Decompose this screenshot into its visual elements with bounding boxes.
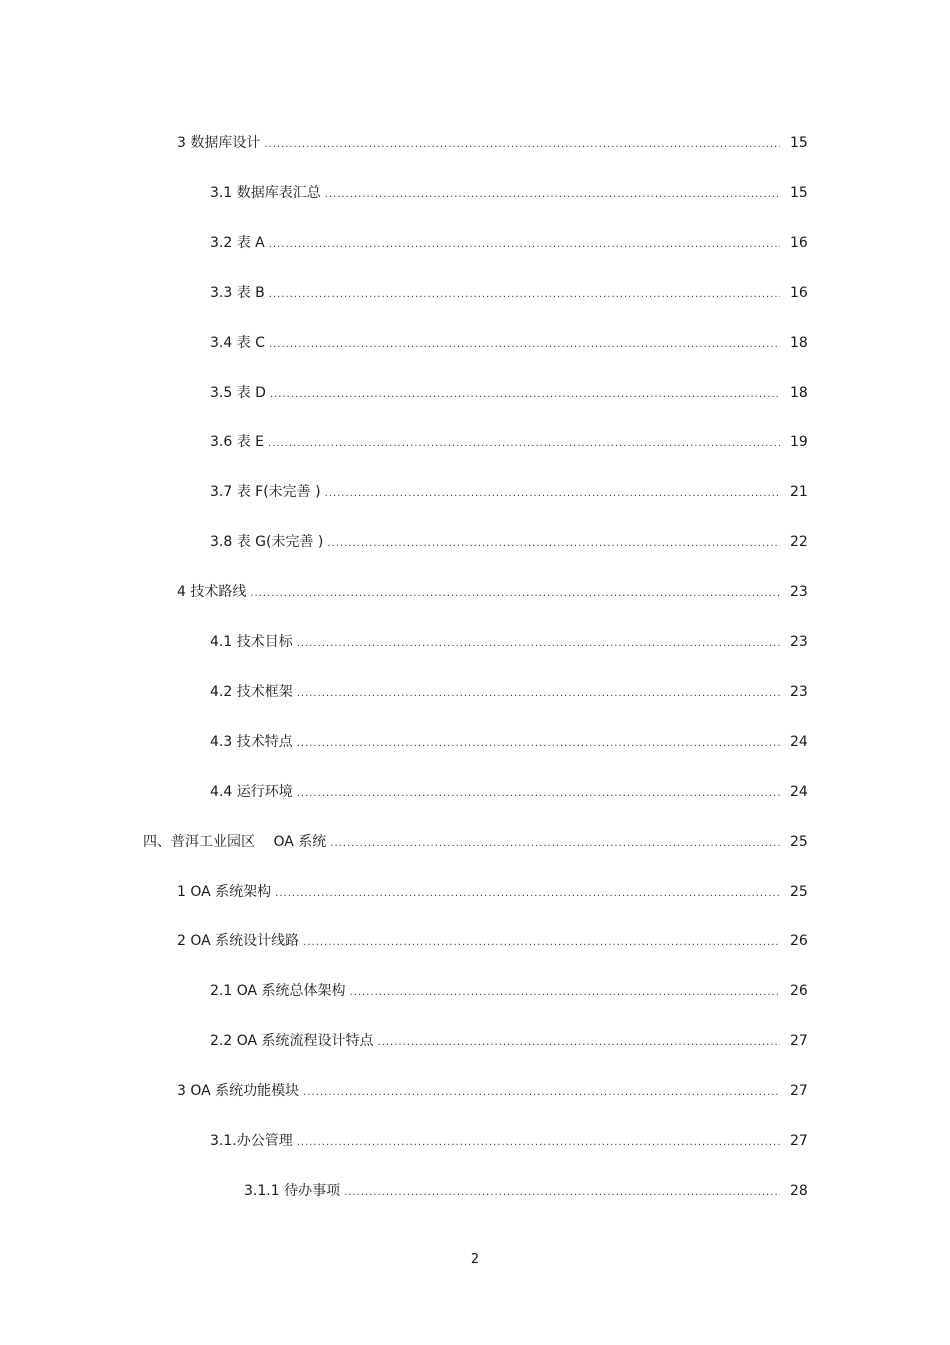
toc-entry-label: 3.1.1 待办事项: [244, 1183, 341, 1199]
toc-entry[interactable]: [177, 133, 808, 153]
toc-entry-label: 3.5 表 D: [210, 385, 266, 401]
toc-entry-page: 18: [790, 335, 808, 351]
toc-entry-label: 3.3 表 B: [210, 285, 265, 301]
toc-entry-label: 4.1 技术目标: [210, 634, 293, 650]
toc-dot-leader: [275, 884, 780, 904]
toc-entry-page: 25: [790, 834, 808, 850]
toc-entry[interactable]: [177, 1081, 808, 1101]
toc-entry-page: 27: [790, 1133, 808, 1149]
toc-entry-label: 2.2 OA 系统流程设计特点: [210, 1033, 374, 1049]
toc-entry-page: 21: [790, 484, 808, 500]
page-number: 2: [470, 1252, 480, 1267]
toc-entry-page: 23: [790, 584, 808, 600]
toc-entry[interactable]: [210, 981, 808, 1001]
toc-entry[interactable]: [210, 732, 808, 752]
toc-entry-page: 28: [790, 1183, 808, 1199]
toc-entry-label: 1 OA 系统架构: [177, 884, 272, 900]
toc-entry[interactable]: [177, 882, 808, 902]
toc-dot-leader: [297, 1133, 780, 1153]
toc-entry-label: 3.1 数据库表汇总: [210, 185, 321, 201]
toc-entry[interactable]: [210, 532, 808, 552]
toc-entry-label: 4 技术路线: [177, 584, 247, 600]
toc-entry-label: 4.3 技术特点: [210, 734, 293, 750]
toc-entry-label: 4.2 技术框架: [210, 684, 293, 700]
toc-entry-page: 23: [790, 634, 808, 650]
toc-dot-leader: [350, 983, 780, 1003]
toc-entry[interactable]: [210, 1031, 808, 1051]
toc-entry[interactable]: [210, 1131, 808, 1151]
toc-dot-leader: [344, 1183, 780, 1203]
toc-entry-page: 24: [790, 784, 808, 800]
toc-dot-leader: [325, 185, 780, 205]
toc-entry[interactable]: [210, 632, 808, 652]
toc-entry[interactable]: [210, 782, 808, 802]
toc-dot-leader: [303, 1083, 780, 1103]
toc-dot-leader: [268, 434, 780, 454]
toc-entry-page: 27: [790, 1033, 808, 1049]
toc-entry-label: 四、普洱工业园区 OA 系统: [143, 834, 327, 850]
toc-entry[interactable]: [210, 183, 808, 203]
toc-dot-leader: [297, 684, 780, 704]
toc-dot-leader: [330, 834, 780, 854]
toc-entry[interactable]: [210, 482, 808, 502]
toc-dot-leader: [264, 135, 780, 155]
toc-dot-leader: [269, 335, 780, 355]
toc-dot-leader: [250, 584, 780, 604]
toc-entry-page: 24: [790, 734, 808, 750]
toc-dot-leader: [297, 784, 780, 804]
toc-entry-label: 3.7 表 F(未完善 ): [210, 484, 321, 500]
toc-entry-label: 3.4 表 C: [210, 335, 265, 351]
toc-entry[interactable]: [210, 233, 808, 253]
toc-dot-leader: [269, 235, 780, 255]
toc-entry[interactable]: [210, 333, 808, 353]
toc-dot-leader: [297, 634, 780, 654]
toc-entry[interactable]: [177, 582, 808, 602]
toc-dot-leader: [270, 385, 780, 405]
toc-entry[interactable]: [177, 931, 808, 951]
toc-entry-label: 2.1 OA 系统总体架构: [210, 983, 346, 999]
toc-dot-leader: [327, 534, 780, 554]
toc-dot-leader: [297, 734, 780, 754]
toc-dot-leader: [378, 1033, 780, 1053]
toc-entry-label: 3.6 表 E: [210, 434, 265, 450]
toc-dot-leader: [269, 285, 780, 305]
toc-entry-label: 3.8 表 G(未完善 ): [210, 534, 324, 550]
toc-entry-page: 16: [790, 285, 808, 301]
toc-dot-leader: [303, 933, 780, 953]
toc-entry-page: 15: [790, 135, 808, 151]
toc-entry-page: 23: [790, 684, 808, 700]
toc-entry-label: 2 OA 系统设计线路: [177, 933, 300, 949]
toc-entry-label: 4.4 运行环境: [210, 784, 293, 800]
toc-entry[interactable]: [210, 432, 808, 452]
toc-entry[interactable]: [210, 682, 808, 702]
toc-entry[interactable]: [210, 283, 808, 303]
toc-entry-label: 3 OA 系统功能模块: [177, 1083, 300, 1099]
toc-entry-page: 22: [790, 534, 808, 550]
toc-entry-page: 26: [790, 933, 808, 949]
toc-entry-page: 26: [790, 983, 808, 999]
toc-entry-label: 3.1.办公管理: [210, 1133, 293, 1149]
toc-entry-page: 16: [790, 235, 808, 251]
toc-dot-leader: [325, 484, 780, 504]
toc-entry-page: 25: [790, 884, 808, 900]
toc-entry-page: 15: [790, 185, 808, 201]
toc-entry-page: 19: [790, 434, 808, 450]
toc-entry[interactable]: [244, 1181, 808, 1201]
toc-entry-label: 3 数据库设计: [177, 135, 261, 151]
toc-entry[interactable]: [143, 832, 808, 852]
toc-entry-label: 3.2 表 A: [210, 235, 265, 251]
toc-entry-page: 18: [790, 385, 808, 401]
toc-entry-page: 27: [790, 1083, 808, 1099]
toc-entry[interactable]: [210, 383, 808, 403]
